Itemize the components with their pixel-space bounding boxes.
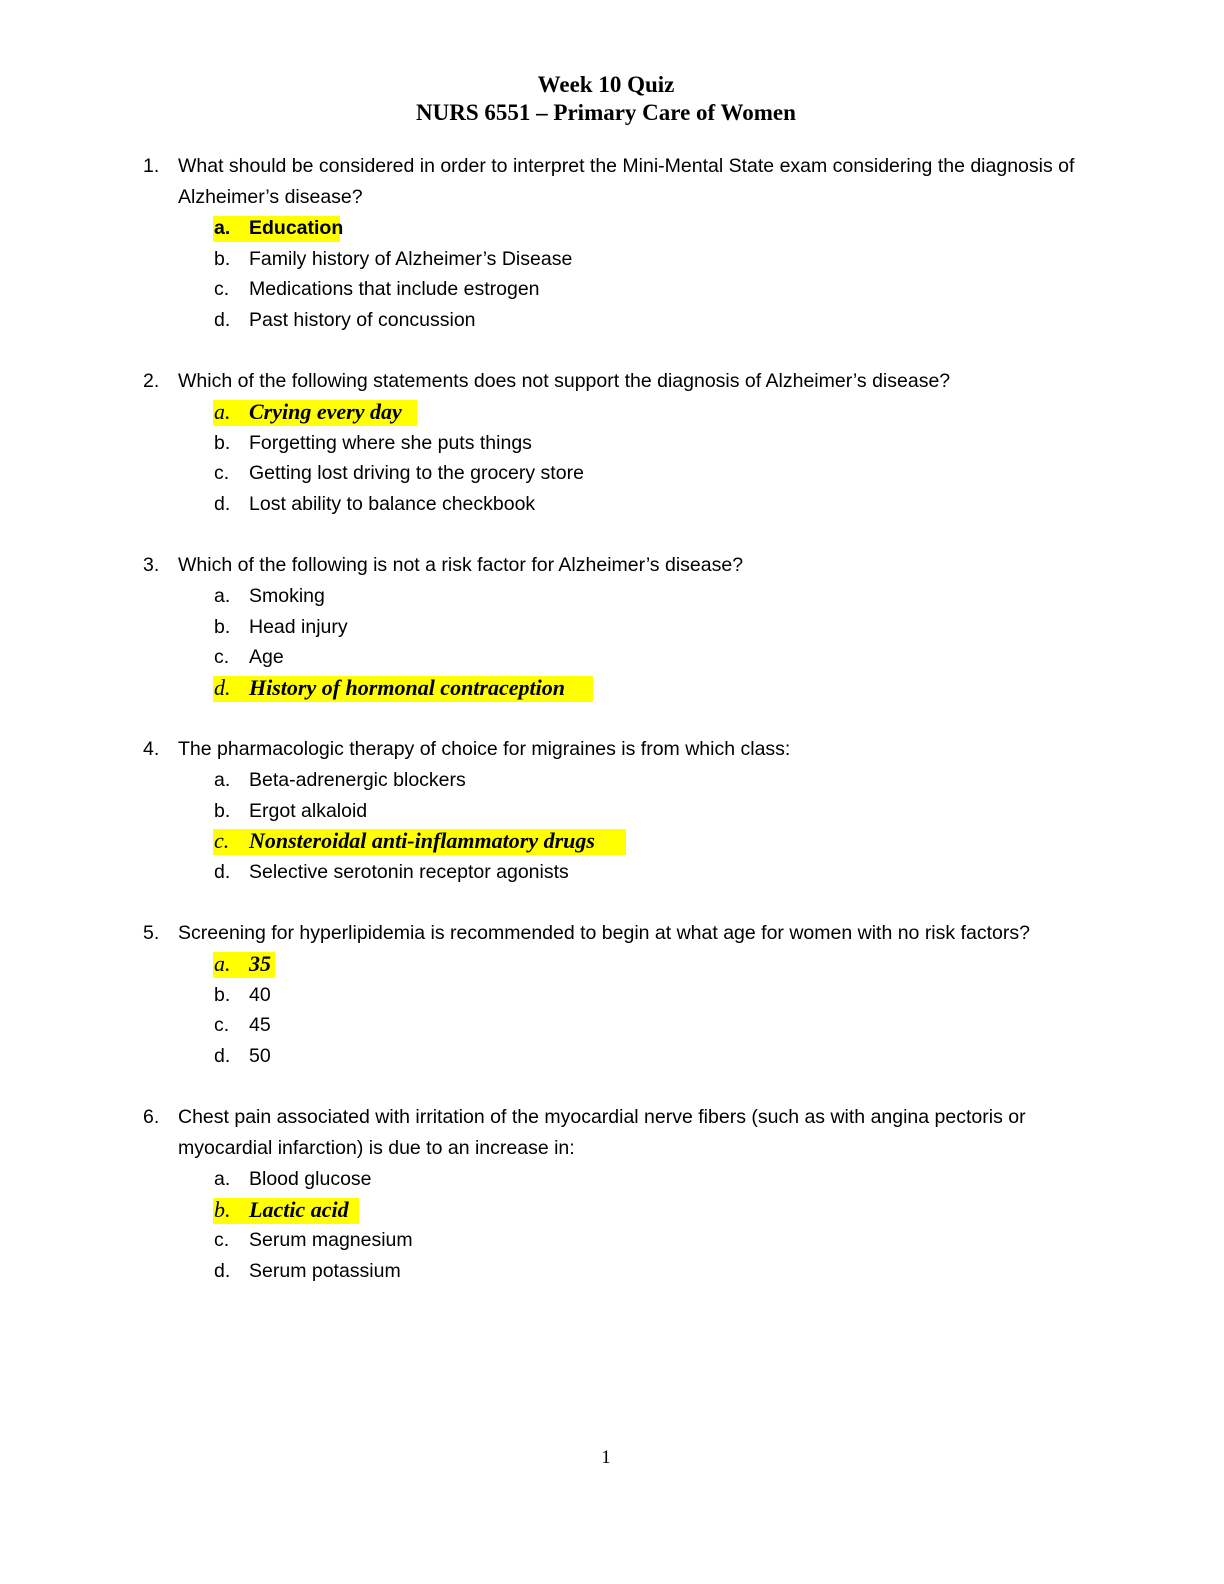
option-letter: d. xyxy=(214,675,231,701)
option-letter: a. xyxy=(214,769,231,791)
option-letter: d. xyxy=(214,309,231,332)
question-text: Which of the following is not a risk factor for Alzheimer’s disease? xyxy=(178,554,744,576)
question-number: 2. xyxy=(143,370,160,392)
question-text: Chest pain associated with irritation of the myocardial nerve fibers (such as with angina pectoris or myocardial infarction) is due to an increase in: xyxy=(178,1106,1026,1159)
option-text: Getting lost driving to the grocery store xyxy=(249,462,584,485)
option-text: Head injury xyxy=(249,615,348,638)
question-number: 5. xyxy=(143,922,160,944)
option-text: Selective serotonin receptor agonists xyxy=(249,861,569,884)
option-list xyxy=(143,1164,1083,1287)
option-d xyxy=(143,857,1083,888)
option-a-correct xyxy=(143,397,1083,428)
option-a-correct xyxy=(143,213,1083,244)
course-title: NURS 6551 – Primary Care of Women xyxy=(416,100,796,125)
option-text: Ergot alkaloid xyxy=(249,799,368,822)
question-4 xyxy=(143,734,1083,888)
option-text: 35 xyxy=(249,951,271,976)
option-list xyxy=(143,949,1083,1072)
page-number: 1 xyxy=(601,1447,611,1468)
question-number: 6. xyxy=(143,1106,160,1128)
option-text: Beta-adrenergic blockers xyxy=(249,769,466,791)
option-letter: b. xyxy=(214,983,231,1006)
question-2 xyxy=(143,366,1083,520)
option-letter: d. xyxy=(214,1045,231,1068)
option-d xyxy=(143,305,1083,336)
option-a-correct xyxy=(143,949,1083,980)
option-text: Lactic acid xyxy=(249,1196,349,1222)
option-b xyxy=(143,612,1083,643)
option-letter: d. xyxy=(214,1260,231,1283)
option-letter: a. xyxy=(214,951,231,976)
option-c xyxy=(143,274,1083,305)
question-text: The pharmacologic therapy of choice for migraines is from which class: xyxy=(178,738,791,760)
option-text: Age xyxy=(249,646,284,669)
option-text: Medications that include estrogen xyxy=(249,278,540,301)
question-1 xyxy=(143,151,1083,336)
option-text: Serum magnesium xyxy=(249,1229,413,1252)
option-b xyxy=(143,428,1083,459)
question-text: What should be considered in order to interpret the Mini-Mental State exam considering the diagnosis of Alzheimer’s disease? xyxy=(178,155,1075,208)
option-letter: b. xyxy=(214,799,231,822)
option-text: 50 xyxy=(249,1045,271,1068)
question-5 xyxy=(143,918,1083,1072)
option-letter: d. xyxy=(214,493,231,516)
option-text: 40 xyxy=(249,983,271,1006)
option-letter: b. xyxy=(214,1196,231,1222)
option-letter: a. xyxy=(214,217,231,239)
option-a xyxy=(143,1164,1083,1195)
option-letter: a. xyxy=(214,399,231,424)
question-6 xyxy=(143,1102,1083,1287)
option-text: 45 xyxy=(249,1014,271,1037)
option-d xyxy=(143,489,1083,520)
option-letter: c. xyxy=(214,646,230,669)
option-list xyxy=(143,397,1083,520)
option-c xyxy=(143,1010,1083,1041)
option-letter: d. xyxy=(214,861,231,884)
option-letter: c. xyxy=(214,278,230,301)
option-text: Nonsteroidal anti-inflammatory drugs xyxy=(249,828,595,854)
quiz-title: Week 10 Quiz xyxy=(537,72,675,97)
option-c xyxy=(143,642,1083,673)
option-list xyxy=(143,765,1083,888)
option-d xyxy=(143,1041,1083,1072)
option-text: Family history of Alzheimer’s Disease xyxy=(249,247,573,270)
option-text: Crying every day xyxy=(249,399,402,424)
option-text: Education xyxy=(249,217,344,239)
option-text: Past history of concussion xyxy=(249,309,476,332)
option-list xyxy=(143,213,1083,336)
option-letter: c. xyxy=(214,1229,230,1252)
option-c-correct xyxy=(143,826,1083,857)
option-text: Serum potassium xyxy=(249,1260,401,1283)
option-text: Lost ability to balance checkbook xyxy=(249,493,536,516)
option-d xyxy=(143,1256,1083,1287)
option-c xyxy=(143,458,1083,489)
option-b xyxy=(143,980,1083,1011)
question-text: Which of the following statements does not support the diagnosis of Alzheimer’s disease? xyxy=(178,370,951,392)
option-d-correct xyxy=(143,673,1083,704)
option-b xyxy=(143,796,1083,827)
option-letter: a. xyxy=(214,585,231,607)
option-letter: b. xyxy=(214,615,231,638)
option-b xyxy=(143,244,1083,275)
option-list xyxy=(143,581,1083,704)
option-letter: c. xyxy=(214,462,230,485)
option-c xyxy=(143,1225,1083,1256)
option-a xyxy=(143,765,1083,796)
option-text: History of hormonal contraception xyxy=(249,675,565,701)
option-text: Smoking xyxy=(249,585,325,607)
option-text: Blood glucose xyxy=(249,1168,372,1190)
question-number: 1. xyxy=(143,155,160,177)
option-a xyxy=(143,581,1083,612)
question-3 xyxy=(143,550,1083,704)
option-letter: c. xyxy=(214,828,230,854)
option-letter: c. xyxy=(214,1014,230,1037)
option-b-correct xyxy=(143,1195,1083,1226)
option-letter: b. xyxy=(214,431,231,454)
question-text: Screening for hyperlipidemia is recommended to begin at what age for women with no risk factors? xyxy=(178,922,1030,944)
option-letter: a. xyxy=(214,1168,231,1190)
option-letter: b. xyxy=(214,247,231,270)
question-number: 3. xyxy=(143,554,160,576)
question-number: 4. xyxy=(143,738,160,760)
option-text: Forgetting where she puts things xyxy=(249,431,532,454)
